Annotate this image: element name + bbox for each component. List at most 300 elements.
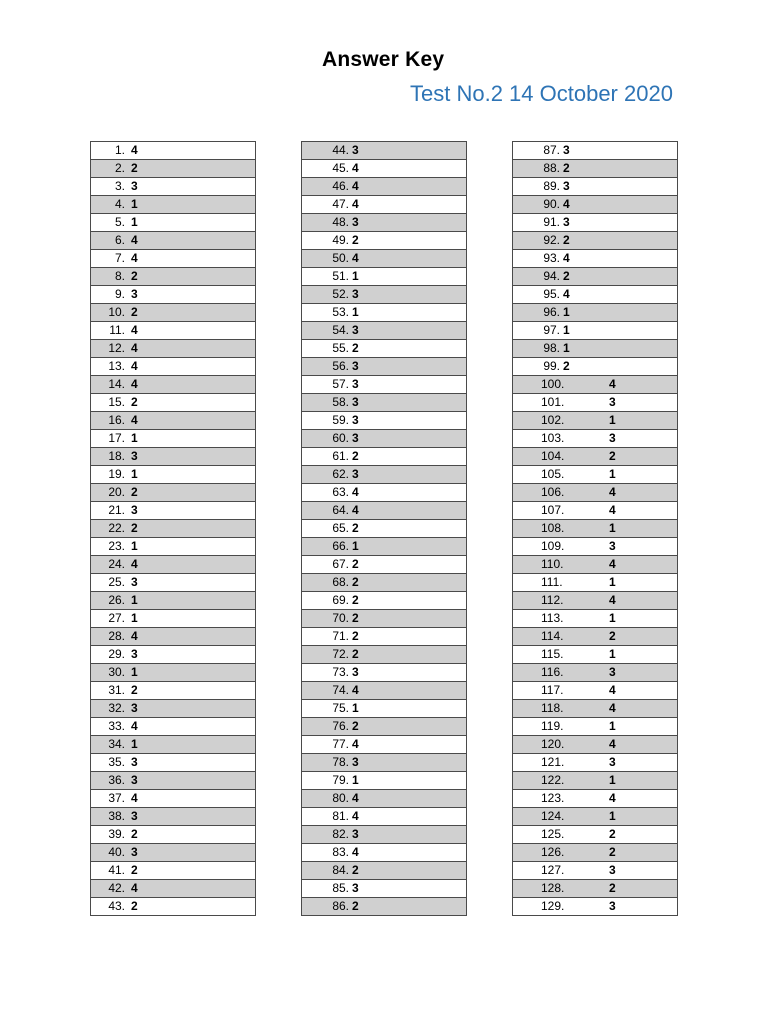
answer-value: 4 [352, 809, 359, 823]
answer-value: 3 [609, 665, 616, 679]
answer-row [513, 250, 677, 268]
question-number: 56. [332, 359, 349, 373]
answer-row [513, 664, 677, 682]
answer-row [302, 574, 466, 592]
answer-value: 3 [352, 215, 359, 229]
answer-row [91, 268, 255, 286]
answer-row [91, 538, 255, 556]
question-number: 78. [332, 755, 349, 769]
question-number: 34. [108, 737, 125, 751]
answer-row [513, 304, 677, 322]
question-number: 64. [332, 503, 349, 517]
answer-row [302, 790, 466, 808]
answer-value: 4 [131, 251, 138, 265]
answer-value: 2 [131, 161, 138, 175]
answer-value: 2 [609, 629, 616, 643]
answer-value: 2 [352, 341, 359, 355]
question-number: 117. [541, 683, 564, 697]
answer-value: 1 [609, 521, 616, 535]
question-number: 127. [541, 863, 565, 877]
answer-row [302, 196, 466, 214]
answer-row [91, 898, 255, 916]
answer-value: 2 [563, 161, 570, 175]
question-number: 46. [332, 179, 349, 193]
answer-row [513, 286, 677, 304]
question-number: 1. [114, 143, 125, 157]
answer-row [91, 808, 255, 826]
answer-row [91, 448, 255, 466]
question-number: 21. [108, 503, 125, 517]
answer-value: 1 [352, 269, 359, 283]
answer-value: 1 [131, 611, 138, 625]
question-number: 86. [332, 899, 349, 913]
answer-value: 3 [563, 179, 570, 193]
answer-row [513, 376, 677, 394]
answer-value: 1 [352, 773, 359, 787]
answer-row [91, 160, 255, 178]
answer-row [513, 358, 677, 376]
answer-row [302, 862, 466, 880]
question-number: 3. [114, 179, 125, 193]
answer-value: 4 [131, 377, 138, 391]
answer-value: 3 [131, 287, 138, 301]
answer-value: 2 [563, 233, 570, 247]
answer-value: 2 [131, 521, 138, 535]
answer-row [513, 592, 677, 610]
answer-value: 4 [352, 845, 359, 859]
question-number: 22. [108, 521, 125, 535]
answer-row [513, 628, 677, 646]
answer-value: 1 [563, 305, 570, 319]
question-number: 125. [541, 827, 565, 841]
question-number: 119. [541, 719, 564, 733]
answer-row [513, 196, 677, 214]
question-number: 111. [541, 575, 563, 589]
answer-row [513, 484, 677, 502]
answer-value: 1 [352, 701, 359, 715]
question-number: 16. [108, 413, 125, 427]
answer-row [91, 772, 255, 790]
answer-row [91, 214, 255, 232]
answer-value: 4 [609, 737, 616, 751]
answer-column-2 [301, 141, 467, 916]
answer-row [513, 718, 677, 736]
answer-value: 4 [609, 593, 616, 607]
answer-value: 3 [131, 575, 138, 589]
question-number: 112. [541, 593, 564, 607]
answer-row [91, 394, 255, 412]
question-number: 60. [332, 431, 349, 445]
answer-row [302, 484, 466, 502]
answer-row [302, 664, 466, 682]
answer-value: 2 [131, 269, 138, 283]
question-number: 62. [332, 467, 349, 481]
question-number: 51. [332, 269, 349, 283]
question-number: 128. [541, 881, 565, 895]
page-subtitle: Test No.2 14 October 2020 [410, 81, 673, 106]
question-number: 87. [543, 143, 560, 157]
answer-row [91, 358, 255, 376]
question-number: 81. [332, 809, 349, 823]
answer-row [513, 232, 677, 250]
answer-row [513, 214, 677, 232]
answer-row [91, 844, 255, 862]
answer-value: 4 [609, 503, 616, 517]
answer-row [513, 142, 677, 160]
answer-row [513, 556, 677, 574]
question-number: 12. [108, 341, 125, 355]
answer-value: 2 [352, 233, 359, 247]
answer-column-3 [512, 141, 678, 916]
answer-value: 2 [131, 899, 138, 913]
question-number: 50. [332, 251, 349, 265]
answer-row [302, 232, 466, 250]
answer-value: 4 [352, 503, 359, 517]
question-number: 123. [541, 791, 565, 805]
answer-value: 2 [352, 575, 359, 589]
answer-value: 2 [609, 449, 616, 463]
question-number: 105. [541, 467, 565, 481]
question-number: 95. [543, 287, 560, 301]
question-number: 48. [332, 215, 349, 229]
answer-value: 1 [563, 341, 570, 355]
answer-value: 4 [352, 791, 359, 805]
answer-value: 2 [352, 629, 359, 643]
answer-value: 1 [609, 719, 616, 733]
question-number: 6. [114, 233, 125, 247]
answer-row [91, 430, 255, 448]
answer-value: 2 [563, 359, 570, 373]
answer-value: 3 [131, 809, 138, 823]
answer-row [513, 520, 677, 538]
question-number: 32. [108, 701, 125, 715]
answer-row [513, 160, 677, 178]
answer-row [91, 520, 255, 538]
question-number: 104. [541, 449, 565, 463]
answer-row [302, 628, 466, 646]
answer-row [302, 268, 466, 286]
question-number: 9. [114, 287, 125, 301]
question-number: 15. [108, 395, 125, 409]
answer-value: 3 [352, 665, 359, 679]
question-number: 11. [109, 323, 125, 337]
question-number: 106. [541, 485, 565, 499]
answer-row [513, 268, 677, 286]
question-number: 69. [332, 593, 349, 607]
answer-row [302, 556, 466, 574]
answer-row [91, 376, 255, 394]
answer-row [302, 394, 466, 412]
question-number: 2. [114, 161, 125, 175]
question-number: 94. [543, 269, 560, 283]
answer-row [302, 286, 466, 304]
answer-row [513, 178, 677, 196]
answer-row [91, 340, 255, 358]
question-number: 36. [108, 773, 125, 787]
answer-value: 4 [352, 251, 359, 265]
answer-value: 3 [352, 143, 359, 157]
answer-row [91, 718, 255, 736]
answer-row [302, 160, 466, 178]
question-number: 65. [332, 521, 349, 535]
question-number: 76. [332, 719, 349, 733]
question-number: 79. [332, 773, 349, 787]
answer-row [91, 142, 255, 160]
question-number: 109. [541, 539, 565, 553]
answer-row [513, 736, 677, 754]
question-number: 100. [541, 377, 565, 391]
answer-value: 2 [609, 827, 616, 841]
question-number: 37. [108, 791, 125, 805]
answer-row [513, 412, 677, 430]
answer-value: 2 [131, 485, 138, 499]
answer-value: 2 [352, 593, 359, 607]
question-number: 31. [108, 683, 125, 697]
answer-row [513, 538, 677, 556]
question-number: 41. [108, 863, 125, 877]
question-number: 88. [543, 161, 560, 175]
answer-value: 4 [563, 251, 570, 265]
question-number: 42. [108, 881, 125, 895]
answer-value: 3 [131, 755, 138, 769]
question-number: 47. [332, 197, 349, 211]
answer-row [302, 772, 466, 790]
question-number: 45. [332, 161, 349, 175]
answer-value: 4 [131, 233, 138, 247]
question-number: 113. [541, 611, 564, 625]
question-number: 52. [332, 287, 349, 301]
answer-row [513, 880, 677, 898]
question-number: 68. [332, 575, 349, 589]
answer-row [302, 340, 466, 358]
answer-value: 4 [352, 161, 359, 175]
question-number: 90. [543, 197, 560, 211]
answer-value: 3 [352, 431, 359, 445]
question-number: 59. [332, 413, 349, 427]
answer-value: 1 [131, 215, 138, 229]
question-number: 23. [108, 539, 125, 553]
question-number: 96. [543, 305, 560, 319]
question-number: 85. [332, 881, 349, 895]
answer-value: 4 [609, 791, 616, 805]
answer-value: 3 [131, 449, 138, 463]
answer-value: 3 [352, 413, 359, 427]
question-number: 73. [332, 665, 349, 679]
answer-value: 1 [563, 323, 570, 337]
answer-row [302, 430, 466, 448]
answer-value: 3 [131, 701, 138, 715]
question-number: 108. [541, 521, 565, 535]
answer-row [513, 700, 677, 718]
answer-value: 4 [563, 287, 570, 301]
question-number: 29. [108, 647, 125, 661]
answer-value: 4 [131, 629, 138, 643]
answer-value: 2 [131, 305, 138, 319]
question-number: 99. [543, 359, 560, 373]
answer-row [513, 898, 677, 916]
question-number: 120. [541, 737, 565, 751]
answer-value: 4 [609, 701, 616, 715]
question-number: 114. [541, 629, 564, 643]
answer-row [513, 574, 677, 592]
question-number: 26. [108, 593, 125, 607]
answer-row [91, 196, 255, 214]
answer-value: 1 [131, 737, 138, 751]
answer-row [302, 844, 466, 862]
answer-value: 2 [609, 845, 616, 859]
question-number: 77. [332, 737, 349, 751]
question-number: 115. [541, 647, 564, 661]
answer-value: 3 [352, 467, 359, 481]
answer-value: 4 [131, 413, 138, 427]
question-number: 97. [543, 323, 560, 337]
answer-value: 1 [131, 593, 138, 607]
question-number: 124. [541, 809, 565, 823]
answer-value: 1 [131, 197, 138, 211]
answer-row [91, 664, 255, 682]
answer-value: 4 [131, 359, 138, 373]
answer-value: 3 [609, 431, 616, 445]
answer-value: 4 [131, 791, 138, 805]
answer-value: 1 [609, 413, 616, 427]
answer-value: 1 [609, 467, 616, 481]
question-number: 18. [108, 449, 125, 463]
answer-row [91, 304, 255, 322]
question-number: 75. [332, 701, 349, 715]
answer-value: 3 [131, 773, 138, 787]
question-number: 74. [332, 683, 349, 697]
answer-value: 1 [131, 431, 138, 445]
answer-row [513, 466, 677, 484]
question-number: 126. [541, 845, 565, 859]
answer-row [302, 826, 466, 844]
question-number: 33. [108, 719, 125, 733]
answer-row [513, 790, 677, 808]
answer-value: 1 [609, 611, 616, 625]
answer-row [302, 610, 466, 628]
answer-row [302, 448, 466, 466]
answer-row [513, 862, 677, 880]
answer-value: 3 [609, 395, 616, 409]
answer-row [302, 412, 466, 430]
answer-value: 2 [352, 449, 359, 463]
answer-value: 4 [352, 737, 359, 751]
answer-row [91, 754, 255, 772]
question-number: 80. [332, 791, 349, 805]
question-number: 102. [541, 413, 565, 427]
question-number: 4. [114, 197, 125, 211]
answer-value: 4 [352, 485, 359, 499]
question-number: 43. [108, 899, 125, 913]
answer-row [302, 322, 466, 340]
question-number: 13. [108, 359, 125, 373]
answer-row [91, 700, 255, 718]
answer-row [302, 880, 466, 898]
answer-value: 3 [563, 143, 570, 157]
answer-row [302, 214, 466, 232]
question-number: 44. [332, 143, 349, 157]
answer-value: 4 [131, 323, 138, 337]
answer-row [513, 340, 677, 358]
answer-row [302, 520, 466, 538]
answer-row [91, 736, 255, 754]
answer-row [91, 484, 255, 502]
question-number: 61. [332, 449, 349, 463]
answer-row [91, 646, 255, 664]
answer-row [91, 880, 255, 898]
answer-row [513, 394, 677, 412]
question-number: 7. [114, 251, 125, 265]
answer-value: 2 [131, 863, 138, 877]
answer-row [91, 682, 255, 700]
answer-row [513, 844, 677, 862]
question-number: 8. [114, 269, 125, 283]
question-number: 121. [541, 755, 565, 769]
answer-row [302, 358, 466, 376]
answer-row [302, 808, 466, 826]
question-number: 55. [332, 341, 349, 355]
answer-row [302, 898, 466, 916]
answer-value: 4 [352, 197, 359, 211]
answer-value: 1 [609, 809, 616, 823]
answer-row [302, 502, 466, 520]
question-number: 67. [332, 557, 349, 571]
question-number: 14. [108, 377, 125, 391]
answer-row [91, 826, 255, 844]
answer-value: 3 [352, 881, 359, 895]
question-number: 30. [108, 665, 125, 679]
answer-row [513, 772, 677, 790]
question-number: 72. [332, 647, 349, 661]
answer-row [91, 556, 255, 574]
question-number: 49. [332, 233, 349, 247]
answer-value: 4 [609, 485, 616, 499]
question-number: 27. [108, 611, 125, 625]
answer-row [513, 448, 677, 466]
question-number: 110. [541, 557, 564, 571]
answer-row [91, 286, 255, 304]
answer-value: 3 [563, 215, 570, 229]
answer-value: 1 [609, 773, 616, 787]
question-number: 39. [108, 827, 125, 841]
answer-row [302, 700, 466, 718]
answer-row [91, 502, 255, 520]
question-number: 19. [108, 467, 125, 481]
answer-value: 3 [609, 755, 616, 769]
question-number: 101. [541, 395, 565, 409]
answer-row [302, 250, 466, 268]
answer-value: 3 [352, 287, 359, 301]
question-number: 84. [332, 863, 349, 877]
question-number: 71. [332, 629, 349, 643]
answer-value: 3 [131, 647, 138, 661]
answer-value: 1 [131, 539, 138, 553]
answer-value: 1 [609, 575, 616, 589]
answer-value: 3 [352, 323, 359, 337]
answer-row [302, 592, 466, 610]
answer-value: 2 [131, 827, 138, 841]
answer-column-1 [90, 141, 256, 916]
answer-value: 3 [352, 395, 359, 409]
answer-row [513, 826, 677, 844]
answer-row [513, 502, 677, 520]
answer-value: 1 [352, 539, 359, 553]
answer-row [513, 430, 677, 448]
answer-value: 1 [131, 665, 138, 679]
answer-value: 3 [131, 179, 138, 193]
answer-value: 2 [352, 557, 359, 571]
question-number: 53. [332, 305, 349, 319]
